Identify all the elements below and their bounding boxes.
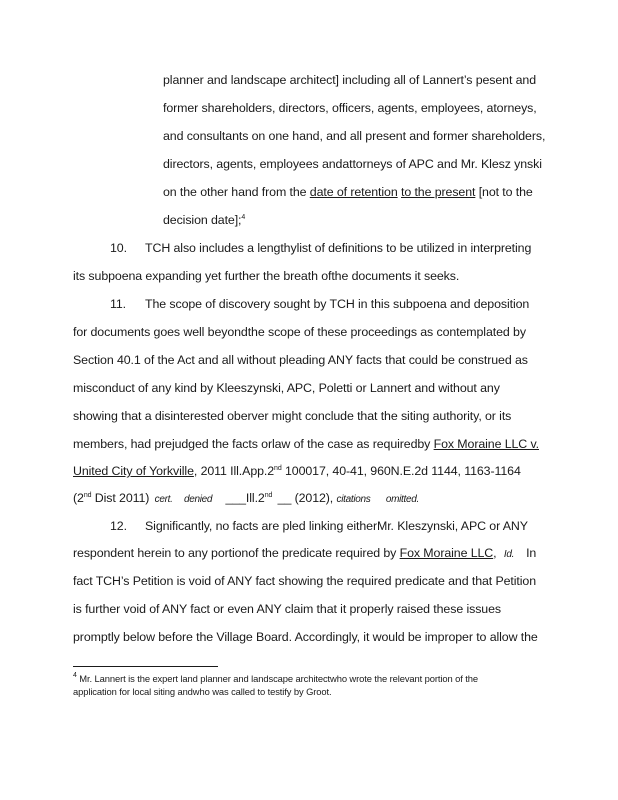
p12-line-3: fact TCH’s Petition is void of ANY fact showing the required predicate and that Petition — [73, 574, 536, 588]
citations-label: citations — [336, 494, 371, 505]
p11-sup-3: nd — [264, 492, 273, 499]
p9-line-5-before: on the other hand from the — [163, 185, 310, 199]
fox-moraine-case-link: Fox Moraine LLC v. — [433, 437, 540, 451]
footnote-text-1: Mr. Lannert is the expert land planner and landscape architectwho wrote the relevant portion of the — [76, 673, 478, 684]
ill-cite: Ill.2 — [245, 491, 265, 505]
p10-number: 10. — [110, 241, 127, 255]
p11-line-2: for documents goes well beyondthe scope of these proceedings as contemplated by — [73, 325, 526, 339]
p11-line-6-text: members, had prejudged the facts orlaw of the case as requiredby — [73, 437, 434, 451]
p12-line-2 — [73, 545, 536, 563]
p11-line-8 — [73, 490, 419, 508]
p12-number: 12. — [110, 519, 127, 533]
p9-line-5-after: [not to the — [475, 185, 533, 199]
date-of-retention-link: date of retention — [309, 185, 398, 199]
p11-cite-2: 100017, 40-41, 960N.E.2d 1144, 1163-1164 — [281, 464, 521, 478]
p11-dist: Dist 2011) — [91, 491, 150, 505]
p11-sup-2: nd — [83, 492, 92, 499]
p11-sup-1: nd — [274, 465, 282, 472]
p9-line-3: and consultants on one hand, and all present and former shareholders, — [163, 129, 546, 143]
p9-line-4: directors, agents, employees andattorneys of APC and Mr. Klesz ynski — [163, 157, 542, 171]
footnote-ref-4[interactable]: 4 — [241, 214, 246, 221]
p10-line-2: its subpoena expanding yet further the breath ofthe documents it seeks. — [73, 269, 460, 283]
omitted-label: omitted. — [385, 494, 420, 505]
to-the-present-link: to the present — [400, 185, 476, 199]
p12-line-2-text: respondent herein to any portionof the predicate required by — [73, 546, 400, 560]
p11-cite-1: , 2011 Ill.App.2 — [193, 464, 275, 478]
p12-comma: , — [493, 546, 497, 560]
p11-line-4: misconduct of any kind by Kleeszynski, APC, Poletti or Lannert and without any — [73, 381, 500, 395]
p9-line-6-text: decision date]; — [163, 213, 242, 227]
p11-line-3: Section 40.1 of the Act and all without pleading ANY facts that could be construed as — [73, 353, 528, 367]
yorkville-case-link: United City of Yorkville — [73, 464, 194, 478]
cert-label: cert. — [154, 494, 173, 505]
p12-line-1: Significantly, no facts are pled linking eitherMr. Kleszynski, APC or ANY — [145, 519, 528, 533]
p11-open-paren: (2 — [73, 491, 84, 505]
p12-line-5: promptly below before the Village Board. Accordingly, it would be improper to allow the — [73, 630, 538, 644]
p12-line-2-after: In — [526, 546, 537, 560]
footnote-line-2: application for local siting andwho was called to testify by Groot. — [73, 686, 332, 697]
p9-line-2: former shareholders, directors, officers, agents, employees, atorneys, — [163, 101, 537, 115]
denied-label: denied — [183, 494, 213, 505]
footnote-divider — [73, 666, 218, 667]
p11-number: 11. — [110, 297, 127, 311]
p9-line-1: planner and landscape architect] including all of Lannert’s pesent and — [163, 73, 537, 87]
footnote-line-1 — [73, 673, 478, 685]
p11-line-5: showing that a disinterested oberver might conclude that the siting authority, or its — [73, 409, 512, 423]
blank-2: __ — [277, 491, 292, 505]
p9-line-6 — [163, 212, 245, 228]
p9-line-5 — [163, 184, 533, 200]
blank-1: ___ — [225, 491, 246, 505]
p10-line-1: TCH also includes a lengthylist of definitions to be utilized in interpreting — [145, 241, 532, 255]
p11-line-7 — [73, 463, 521, 479]
footnote-number: 4 — [73, 672, 77, 679]
p11-line-6 — [73, 436, 539, 452]
p12-line-4: is further void of ANY fact or even ANY claim that it properly raised these issues — [73, 602, 501, 616]
id-label: Id. — [503, 549, 515, 560]
p11-line-1: The scope of discovery sought by TCH in this subpoena and deposition — [145, 297, 530, 311]
fox-moraine-short-link: Fox Moraine LLC — [399, 546, 494, 560]
year-cite: (2012), — [294, 491, 334, 505]
